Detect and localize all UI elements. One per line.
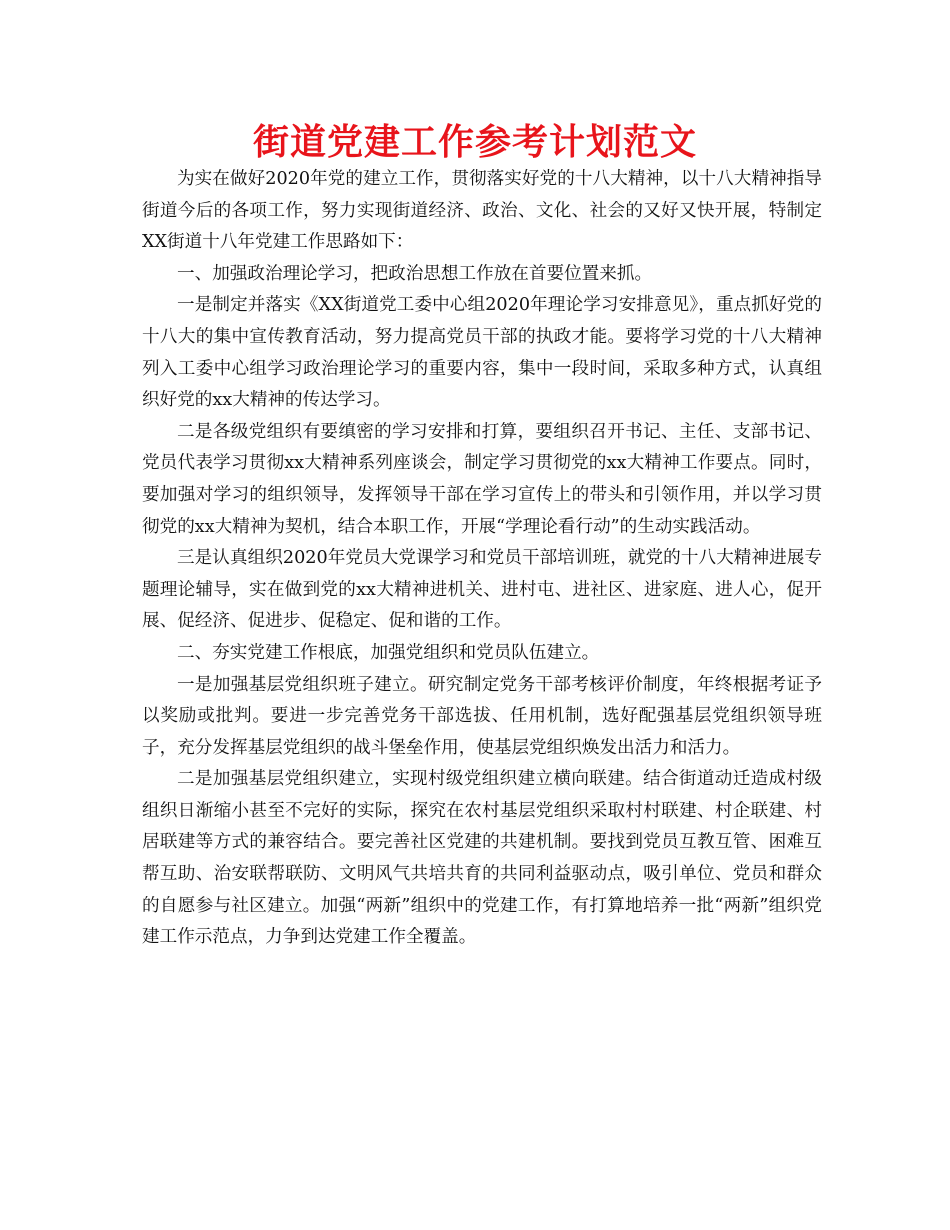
section-heading-2: 二、夯实党建工作根底，加强党组织和党员队伍建立。: [177, 642, 600, 663]
paragraph-intro: 为实在做好2020年党的建立工作，贯彻落实好党的十八大精神，以十八大精神指导街道今后的各项工作，努力实现街道经济、政治、文化、社会的又好又快开展，特制定XX街道十八年党建工作思路如下：: [142, 169, 822, 253]
document-body: [142, 164, 822, 954]
section-heading-1: 一、加强政治理论学习，把政治思想工作放在首要位置来抓。: [177, 263, 653, 284]
paragraph-1-2: 二是各级党组织有要缜密的学习安排和打算，要组织召开书记、主任、支部书记、党员代表学习贯彻xx大精神系列座谈会，制定学习贯彻党的xx大精神工作要点。同时，要加强对学习的组织领导，发挥领导干部在学习宣传上的带头和引领作用，并以学习贯彻党的xx大精神为契机，结合本职工作，开展“学理论看行动”的生动实践活动。: [142, 421, 822, 537]
paragraph-2-1: 一是加强基层党组织班子建立。研究制定党务干部考核评价制度，年终根据考证予以奖励或批判。要进一步完善党务干部选拔、任用机制，选好配强基层党组织领导班子，充分发挥基层党组织的战斗堡垒作用，使基层党组织焕发出活力和活力。: [142, 674, 822, 758]
paragraph-1-1: 一是制定并落实《XX街道党工委中心组2020年理论学习安排意见》，重点抓好党的十八大的集中宣传教育活动，努力提高党员干部的执政才能。要将学习党的十八大精神列入工委中心组学习政治理论学习的重要内容，集中一段时间，采取多种方式，认真组织好党的xx大精神的传达学习。: [142, 295, 822, 411]
paragraph-1-3: 三是认真组织2020年党员大党课学习和党员干部培训班，就党的十八大精神进展专题理论辅导，实在做到党的xx大精神进机关、进村屯、进社区、进家庭、进人心，促开展、促经济、促进步、促稳定、促和谐的工作。: [142, 548, 822, 632]
document-title: 街道党建工作参考计划范文: [252, 122, 697, 163]
paragraph-2-2: 二是加强基层党组织建立，实现村级党组织建立横向联建。结合街道动迁造成村级组织日渐缩小甚至不完好的实际，探究在农村基层党组织采取村村联建、村企联建、村居联建等方式的兼容结合。要完善社区党建的共建机制。要找到党员互教互管、困难互帮互助、治安联帮联防、文明风气共培共育的共同利益驱动点，吸引单位、党员和群众的自愿参与社区建立。加强“两新”组织中的党建工作，有打算地培养一批“两新”组织党建工作示范点，力争到达党建工作全覆盖。: [142, 769, 822, 948]
